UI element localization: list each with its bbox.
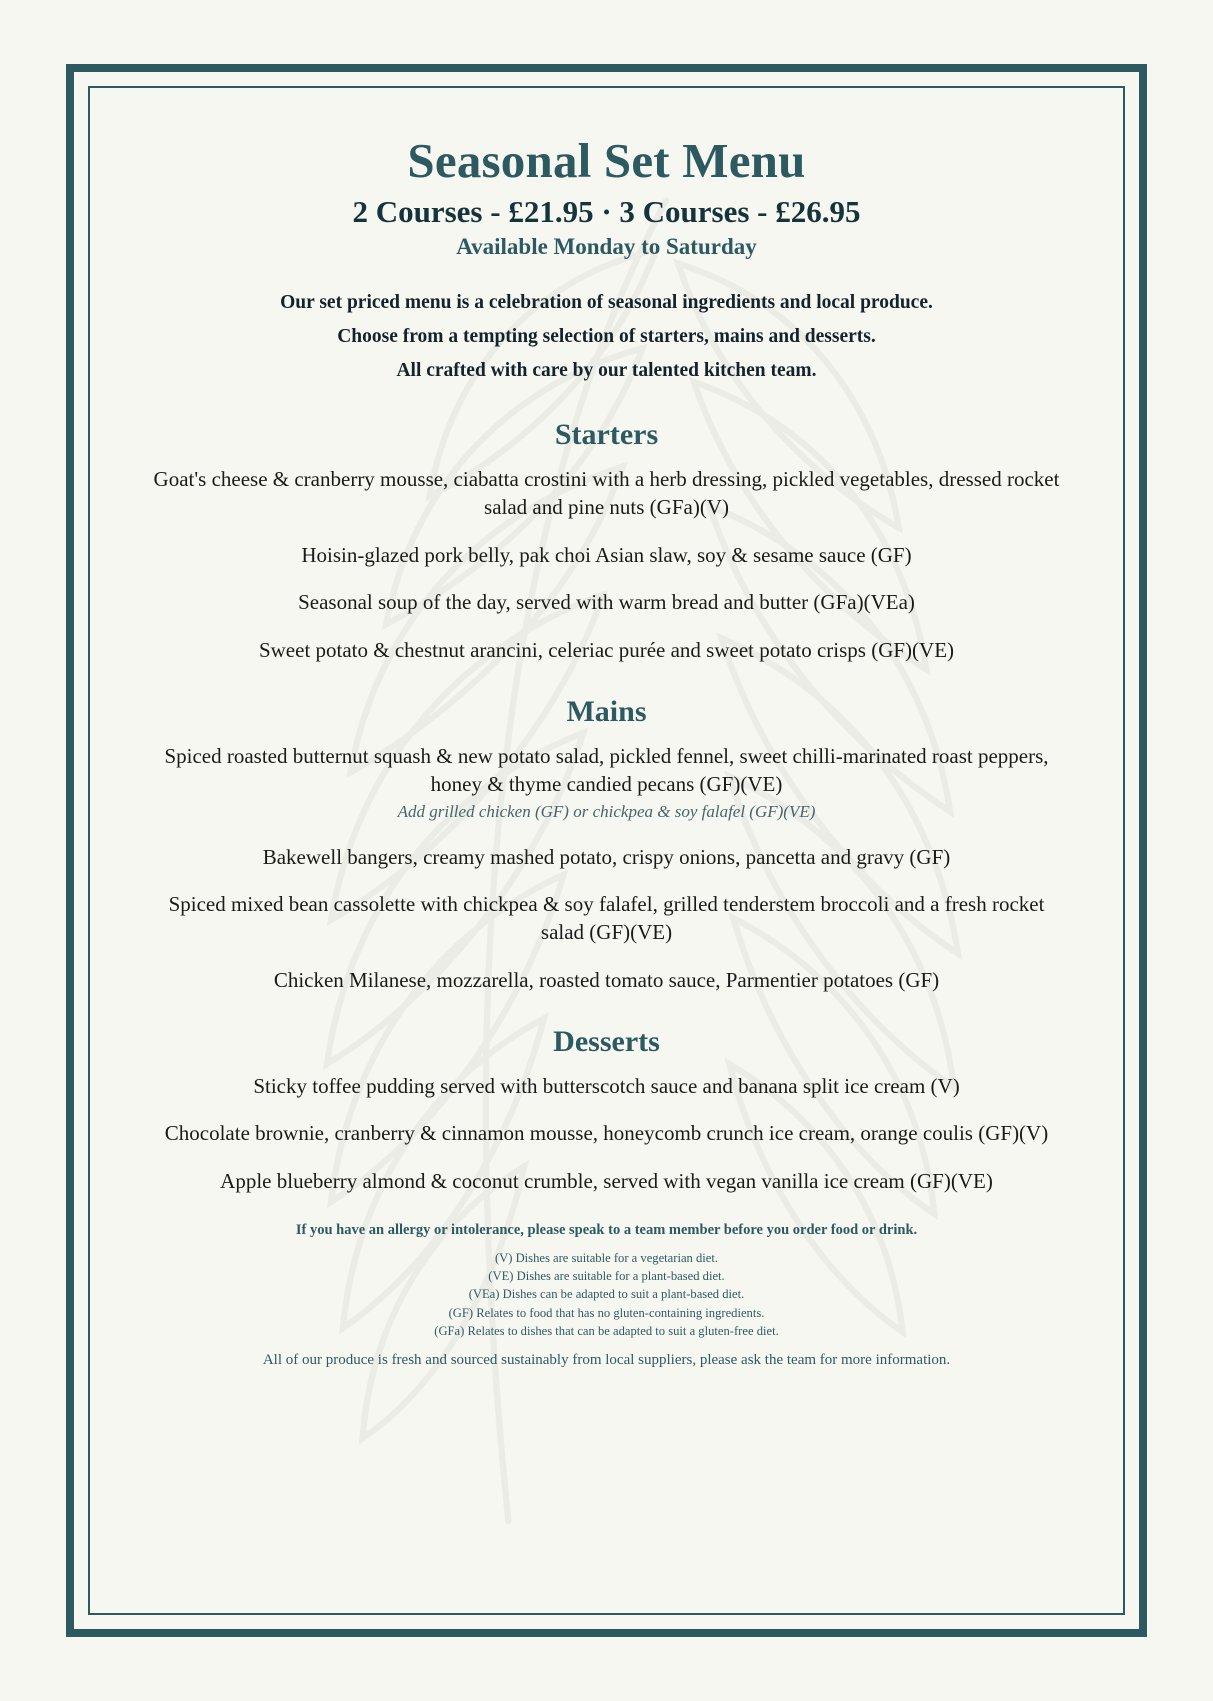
intro-line-2: Choose from a tempting selection of starters, mains and desserts.	[337, 326, 876, 348]
legend-item: (GFa) Relates to dishes that can be adapted to suit a gluten-free diet.	[434, 1323, 779, 1338]
dish-item: Hoisin-glazed pork belly, pak choi Asian slaw, soy & sesame sauce (GF)	[301, 542, 912, 567]
section-title-mains: Mains	[566, 694, 647, 728]
availability-line: Available Monday to Saturday	[456, 233, 757, 259]
dish-item: Goat's cheese & cranberry mousse, ciabatta crostini with a herb dressing, pickled vegetables, dressed rocket salad and pine nuts (GFa)(V)	[153, 467, 1060, 519]
dish-item	[147, 743, 1067, 824]
dish-item: Chocolate brownie, cranberry & cinnamon mousse, honeycomb crunch ice cream, orange coulis (GF)(V)	[164, 1121, 1049, 1146]
dish-item: Sticky toffee pudding served with butterscotch sauce and banana split ice cream (V)	[253, 1073, 960, 1098]
dish-text: Spiced roasted butternut squash & new potato salad, pickled fennel, sweet chilli-marinated roast peppers, honey & thyme candied pecans (GF)(VE)	[164, 743, 1049, 796]
section-title-desserts: Desserts	[553, 1024, 660, 1058]
legend-item: (GF) Relates to food that has no gluten-containing ingredients.	[448, 1305, 765, 1320]
dish-item: Bakewell bangers, creamy mashed potato, crispy onions, pancetta and gravy (GF)	[262, 844, 951, 869]
dish-item: Seasonal soup of the day, served with warm bread and butter (GFa)(VEa)	[298, 590, 915, 615]
dish-item: Sweet potato & chestnut arancini, celeriac purée and sweet potato crisps (GF)(VE)	[258, 638, 955, 663]
dish-add-option: Add grilled chicken (GF) or chickpea & soy falafel (GF)(VE)	[397, 802, 816, 822]
legend-item: (VEa) Dishes can be adapted to suit a plant-based diet.	[468, 1287, 745, 1302]
legend-item: (V) Dishes are suitable for a vegetarian diet.	[494, 1250, 719, 1265]
allergy-note: If you have an allergy or intolerance, please speak to a team member before you order food or drink.	[295, 1221, 918, 1238]
intro-line-1: Our set priced menu is a celebration of seasonal ingredients and local produce.	[280, 291, 933, 313]
border-frame-outer	[66, 64, 1147, 1637]
price-line: 2 Courses - £21.95 · 3 Courses - £26.95	[352, 193, 861, 229]
sourcing-note: All of our produce is fresh and sourced sustainably from local suppliers, please ask the team for more information.	[262, 1352, 951, 1369]
menu-title: Seasonal Set Menu	[407, 133, 806, 188]
dish-item: Spiced mixed bean cassolette with chickpea & soy falafel, grilled tenderstem broccoli and a fresh rocket salad (GF)(VE)	[168, 892, 1045, 945]
menu-footer	[134, 1222, 1079, 1369]
menu-content	[90, 88, 1123, 1613]
dish-item: Apple blueberry almond & coconut crumble, served with vegan vanilla ice cream (GF)(VE)	[220, 1169, 993, 1194]
dish-item: Chicken Milanese, mozzarella, roasted tomato sauce, Parmentier potatoes (GF)	[273, 967, 940, 992]
section-title-starters: Starters	[554, 418, 659, 452]
legend-item: (VE) Dishes are suitable for a plant-based diet.	[488, 1269, 725, 1284]
intro-line-3: All crafted with care by our talented kitchen team.	[396, 360, 817, 382]
border-frame-inner	[88, 86, 1125, 1615]
intro-block	[177, 286, 1037, 388]
